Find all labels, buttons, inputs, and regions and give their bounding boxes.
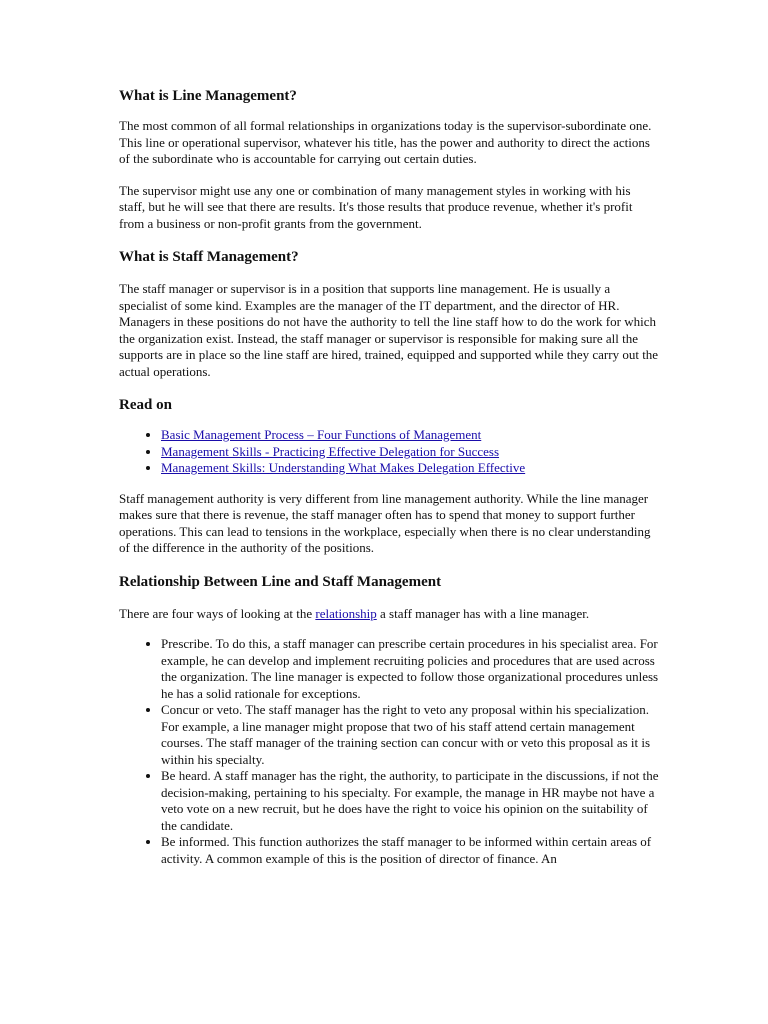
relationship-intro-before: There are four ways of looking at the	[119, 605, 316, 621]
list-item	[161, 427, 659, 444]
relationship-item-prescribe: • Prescribe. To do this, a staff manager can prescribe certain procedures in his specialist area. For example, he can develop and implement recruiting policies and procedures that are used across the organization. The line manager is expected to follow those organizational procedures unless he has a solid rationale for exceptions.	[161, 636, 659, 702]
line-management-paragraph-1: The most common of all formal relationships in organizations today is the supervisor-subordinate one. This line or operational supervisor, whatever his title, has the power and authority to direct the actions of the subordinate who is accountable for carrying out certain duties.	[119, 118, 652, 166]
relationship-item-be-informed: • Be informed. This function authorizes the staff manager to be informed within certain areas of activity. A common example of this is the position of director of finance. An	[161, 834, 659, 867]
relationship-heading: Relationship Between Line and Staff Management	[119, 573, 442, 590]
read-on-heading: Read on	[119, 397, 172, 413]
relationship-item-concur-or-veto: • Concur or veto. The staff manager has the right to veto any proposal within his specialization. For example, a line manager might propose that two of his staff attend certain management courses. The staff manager of the training section can concur with or veto this proposal as it is within his specialty.	[161, 702, 659, 768]
read-on-link-delegation-effective[interactable]: Management Skills: Understanding What Makes Delegation Effective	[161, 460, 526, 475]
relationship-intro	[119, 606, 659, 623]
read-on-link-basic-management-process[interactable]: Basic Management Process – Four Functions of Management	[161, 427, 482, 442]
relationship-intro-after: a staff manager has with a line manager.	[376, 605, 590, 621]
authority-paragraph: Staff management authority is very different from line management authority. While the line manager makes sure that there is revenue, the staff manager often has to spend that money to support further operations. This can lead to tensions in the workplace, especially when there is no clear understanding of the difference in the authority of the positions.	[119, 490, 651, 555]
read-on-link-effective-delegation[interactable]: Management Skills - Practicing Effective Delegation for Success	[161, 443, 500, 459]
staff-management-heading: What is Staff Management?	[119, 249, 299, 265]
staff-management-paragraph: The staff manager or supervisor is in a position that supports line management. He is usually a specialist of some kind. Examples are the manager of the IT department, and the director of HR. Managers in these positions do not have the authority to tell the line staff how to do the work for which the organization exist. Instead, the staff manager or supervisor is responsible for making sure all the supports are in place so the line staff are hired, trained, equipped and supported while they carry out the actual operations.	[119, 281, 659, 379]
line-management-paragraph-2: The supervisor might use any one or combination of many management styles in working with his staff, but he will see that there are results. It's those results that produce revenue, whether it's profit from a business or non-profit grants from the government.	[119, 182, 633, 231]
list-item	[161, 460, 659, 477]
document-page	[119, 86, 659, 867]
read-on-list	[119, 427, 659, 477]
list-item	[161, 444, 659, 461]
relationship-list	[119, 636, 659, 867]
relationship-link[interactable]: relationship	[315, 605, 377, 621]
relationship-item-be-heard: • Be heard. A staff manager has the right, the authority, to participate in the discussions, if not the decision-making, pertaining to his specialty. For example, the manage in HR maybe not have a veto vote on a new recruit, but he does have the right to voice his opinion on the suitability of the candidate.	[161, 768, 659, 834]
line-management-heading: What is Line Management?	[119, 88, 297, 104]
